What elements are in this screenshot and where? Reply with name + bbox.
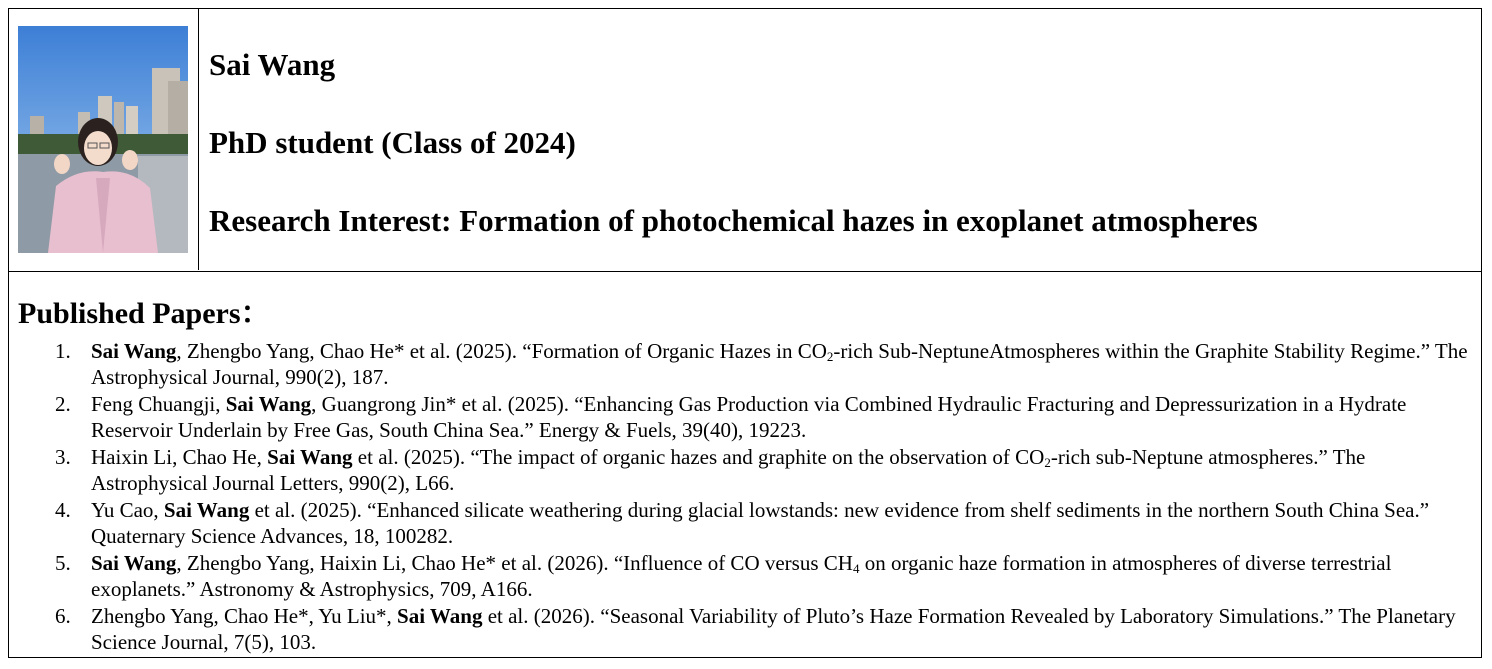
paper-item: 4. Yu Cao, Sai Wang et al. (2025). “Enhanced silicate weathering during glacial lowstands: new evidence from shelf sediments in the northern South China Sea.” Quaternary Science Advances, 18, 100282. (55, 498, 1430, 548)
papers-heading: Published Papers： (18, 297, 271, 330)
photo-cell (9, 9, 199, 270)
paper-item: 6. Zhengbo Yang, Chao He*, Yu Liu*, Sai Wang et al. (2026). “Seasonal Variability of Pluto’s Haze Formation Revealed by Laboratory Simulations.” The Planetary Science Journal, 7(5), 103. (55, 604, 1456, 654)
profile-role: PhD student (Class of 2024) (209, 125, 576, 160)
portrait-photo (18, 26, 188, 253)
paper-item: 5. Sai Wang, Zhengbo Yang, Haixin Li, Chao He* et al. (2026). “Influence of CO versus $CH_4$ on organic haze formation in atmospheres of diverse terrestrial exoplanets.” Astronomy & Astrophysics, 709, A166. (55, 551, 1392, 601)
paper-item: 2. Feng Chuangji, Sai Wang, Guangrong Jin* et al. (2025). “Enhancing Gas Production via Combined Hydraulic Fracturing and Depressurization in a Hydrate Reservoir Underlain by Free Gas, South China Sea.” Energy & Fuels, 39(40), 19223. (55, 392, 1407, 442)
profile-name: Sai Wang (209, 47, 336, 82)
papers-list (9, 338, 1479, 656)
profile-card (8, 8, 1482, 658)
paper-item: 1. Sai Wang, Zhengbo Yang, Chao He* et al. (2025). “Formation of Organic Hazes in $CO_2$-rich Sub-NeptuneAtmospheres within the Graphite Stability Regime.” The Astrophysical Journal, 990(2), 187. (55, 339, 1468, 389)
research-interest: Research Interest: Formation of photochemical hazes in exoplanet atmospheres (209, 203, 1258, 238)
paper-item: 3. Haixin Li, Chao He, Sai Wang et al. (2025). “The impact of organic hazes and graphite on the observation of $CO_2$-rich sub-Neptune atmospheres.” The Astrophysical Journal Letters, 990(2), L66. (55, 445, 1366, 495)
profile-info (209, 9, 1481, 270)
profile-header (9, 9, 1481, 272)
